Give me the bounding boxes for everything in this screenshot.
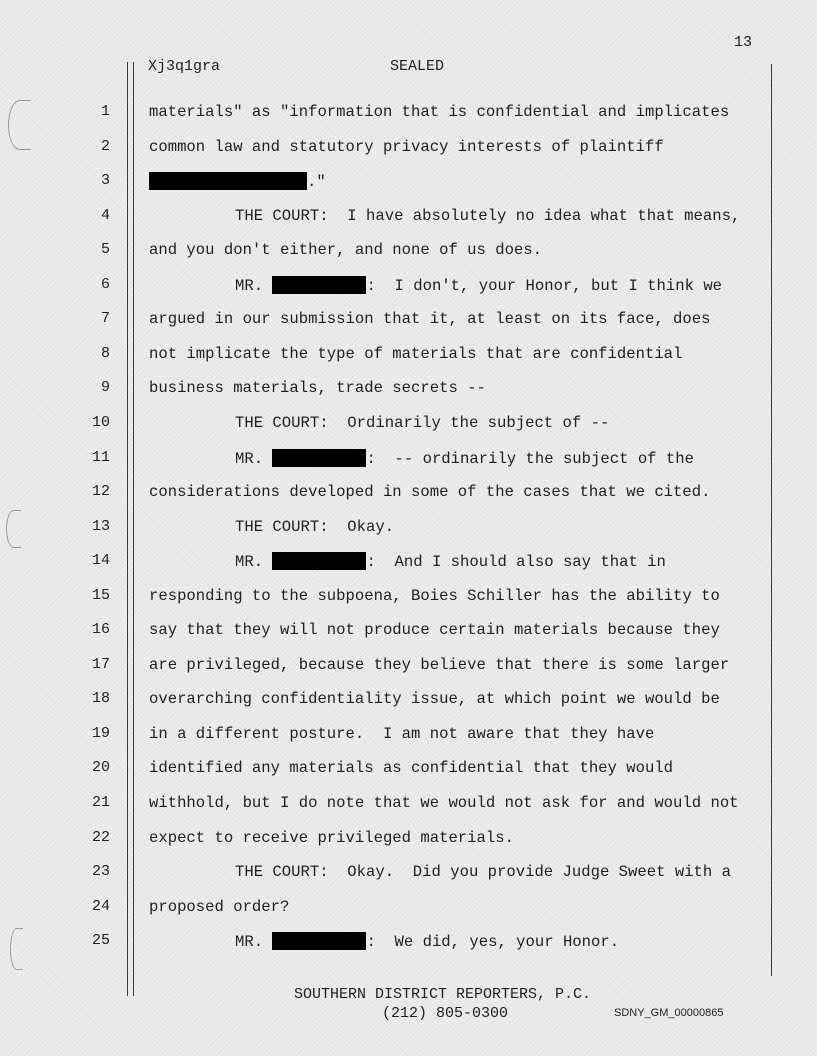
line-text: considerations developed in some of the cases that we cited. bbox=[149, 483, 711, 501]
punch-hole-mark bbox=[8, 100, 31, 150]
redaction-box bbox=[149, 172, 307, 190]
transcript-line bbox=[149, 759, 673, 777]
transcript-line bbox=[235, 863, 731, 881]
line-number: 1 bbox=[100, 103, 110, 120]
line-text-continued: ." bbox=[307, 173, 326, 191]
line-text: MR. bbox=[235, 553, 273, 571]
line-text: MR. bbox=[235, 277, 273, 295]
transcript-line bbox=[149, 587, 720, 605]
line-number: 16 bbox=[91, 621, 110, 638]
transcript-line bbox=[149, 829, 514, 847]
line-text: materials" as "information that is confidential and implicates bbox=[149, 103, 730, 121]
line-number: 18 bbox=[91, 690, 110, 707]
transcript-line bbox=[235, 276, 722, 295]
transcript-line bbox=[149, 138, 664, 156]
line-text: proposed order? bbox=[149, 898, 290, 916]
transcript-line bbox=[149, 690, 720, 708]
punch-hole-mark bbox=[10, 928, 23, 970]
transcript-line bbox=[149, 621, 720, 639]
line-text: withhold, but I do note that we would not ask for and would not bbox=[149, 794, 739, 812]
header-sealed-label: SEALED bbox=[390, 58, 445, 75]
line-number: 6 bbox=[100, 276, 110, 293]
line-number: 4 bbox=[100, 207, 110, 224]
transcript-line bbox=[235, 932, 619, 951]
left-margin-rule-inner bbox=[133, 62, 134, 996]
line-number: 9 bbox=[100, 379, 110, 396]
line-text-continued: : We did, yes, your Honor. bbox=[366, 933, 620, 951]
transcript-line bbox=[235, 414, 609, 432]
right-margin-rule bbox=[771, 64, 772, 976]
line-number: 3 bbox=[100, 172, 110, 189]
redaction-box bbox=[272, 449, 366, 467]
line-text: MR. bbox=[235, 450, 273, 468]
line-number: 24 bbox=[91, 898, 110, 915]
line-number: 8 bbox=[100, 345, 110, 362]
line-text: THE COURT: I have absolutely no idea what that means, bbox=[235, 207, 741, 225]
line-number: 7 bbox=[100, 310, 110, 327]
line-text-continued: : And I should also say that in bbox=[366, 553, 666, 571]
redaction-box bbox=[272, 552, 366, 570]
line-text: MR. bbox=[235, 933, 273, 951]
line-text: business materials, trade secrets -- bbox=[149, 379, 486, 397]
line-number: 11 bbox=[91, 449, 110, 466]
line-number: 20 bbox=[91, 759, 110, 776]
line-text: expect to receive privileged materials. bbox=[149, 829, 514, 847]
line-text: are privileged, because they believe that there is some larger bbox=[149, 656, 730, 674]
transcript-line bbox=[149, 310, 710, 328]
header-code: Xj3q1gra bbox=[148, 58, 221, 75]
transcript-line bbox=[149, 794, 739, 812]
line-number: 21 bbox=[91, 794, 110, 811]
line-text: overarching confidentiality issue, at which point we would be bbox=[149, 690, 720, 708]
transcript-line bbox=[149, 656, 729, 674]
transcript-line bbox=[149, 483, 710, 501]
page-number: 13 bbox=[734, 34, 753, 51]
line-text: common law and statutory privacy interests of plaintiff bbox=[149, 138, 664, 156]
line-number: 19 bbox=[91, 725, 110, 742]
footer-phone: (212) 805-0300 bbox=[382, 1005, 509, 1022]
redaction-box bbox=[272, 276, 366, 294]
line-text-continued: : I don't, your Honor, but I think we bbox=[366, 277, 723, 295]
transcript-line bbox=[235, 449, 694, 468]
transcript-line bbox=[235, 518, 394, 536]
transcript-line bbox=[149, 725, 654, 743]
line-text: say that they will not produce certain materials because they bbox=[149, 621, 720, 639]
bates-number: SDNY_GM_00000865 bbox=[614, 1007, 724, 1019]
line-number: 10 bbox=[91, 414, 110, 431]
transcript-line bbox=[149, 379, 486, 397]
line-text: identified any materials as confidential that they would bbox=[149, 759, 674, 777]
line-number: 5 bbox=[100, 241, 110, 258]
line-text: and you don't either, and none of us does. bbox=[149, 241, 543, 259]
transcript-line bbox=[235, 552, 666, 571]
transcript-line bbox=[149, 172, 326, 191]
line-number: 15 bbox=[91, 587, 110, 604]
line-number: 25 bbox=[91, 932, 110, 949]
transcript-line bbox=[149, 103, 729, 121]
line-number: 23 bbox=[91, 863, 110, 880]
transcript-line bbox=[235, 207, 740, 225]
line-text: not implicate the type of materials that are confidential bbox=[149, 345, 683, 363]
left-margin-rule bbox=[127, 62, 128, 996]
line-number: 17 bbox=[91, 656, 110, 673]
line-text-continued: : -- ordinarily the subject of the bbox=[366, 450, 694, 468]
line-text: in a different posture. I am not aware that they have bbox=[149, 725, 655, 743]
transcript-line bbox=[149, 345, 682, 363]
punch-hole-mark bbox=[6, 510, 21, 548]
transcript-line bbox=[149, 898, 289, 916]
transcript-line bbox=[149, 241, 542, 259]
footer-reporter: SOUTHERN DISTRICT REPORTERS, P.C. bbox=[294, 986, 592, 1003]
line-text: responding to the subpoena, Boies Schiller has the ability to bbox=[149, 587, 720, 605]
line-text: THE COURT: Okay. Did you provide Judge Sweet with a bbox=[235, 863, 731, 881]
line-number: 2 bbox=[100, 138, 110, 155]
line-number: 22 bbox=[91, 829, 110, 846]
redaction-box bbox=[272, 932, 366, 950]
line-text: argued in our submission that it, at least on its face, does bbox=[149, 310, 711, 328]
line-number: 14 bbox=[91, 552, 110, 569]
line-number: 12 bbox=[91, 483, 110, 500]
line-text: THE COURT: Ordinarily the subject of -- bbox=[235, 414, 610, 432]
line-text: THE COURT: Okay. bbox=[235, 518, 395, 536]
line-number: 13 bbox=[91, 518, 110, 535]
